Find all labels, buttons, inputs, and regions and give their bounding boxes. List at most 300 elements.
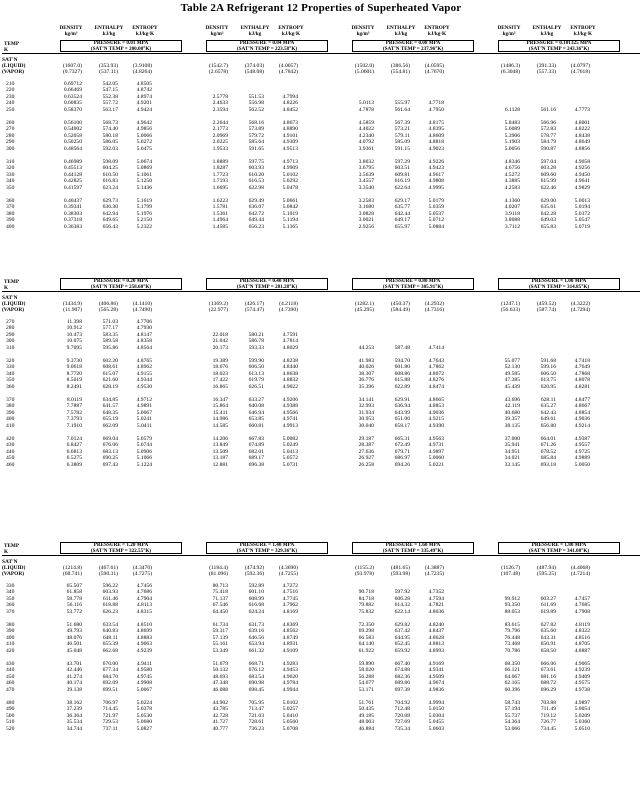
table-cell: 4.4022 [358,126,374,133]
table-cell: 669.04 [102,436,118,442]
temp-header: TEMP K [4,279,19,291]
table-cell: 4.0207 [504,204,520,211]
table-cell: 4.8887 [574,647,590,654]
table-cell: 4.7908 [574,608,590,615]
table-cell: 13.187 [212,455,228,462]
table-cell: 4.8765 [136,358,152,364]
table-cell: 10.912 [66,325,82,332]
table-cell: 676.12 [248,667,264,674]
table-cell: 4.9995 [428,184,444,191]
table-cell: 682.01 [248,448,264,455]
table-cell: 4.8322 [574,628,590,635]
table-cell: 42.119 [504,403,520,410]
table-cell: 580.21 [248,331,264,338]
table-cell: 4.9423 [428,165,444,172]
table-cell: 38.307 [358,370,374,377]
table-cell: 5.0209 [574,712,590,719]
table-cell: 4.9344 [136,377,152,384]
table-cell: 47.385 [504,377,520,384]
table-cell: 4.9215 [428,416,444,423]
satn-value: (557.33) [536,69,556,76]
table-cell: 71.137 [212,595,228,602]
table-cell: 667.40 [394,661,410,667]
pressure-box: PRESSURE = 1.80 MPA (SAT'N TEMP = 341.08°K) [498,542,620,554]
table-cell: 3.0021 [358,217,374,224]
table-cell: 648.35 [102,409,118,416]
table-cell: 5.1976 [136,210,152,217]
temp-cell: 350 [6,377,15,384]
table-cell: 613.75 [540,377,556,384]
table-cell: 4.5859 [358,120,374,126]
table-cell: 4.9530 [136,383,152,390]
table-cell: 615.88 [394,377,410,384]
table-cell: 4.8072 [428,370,444,377]
table-cell: 4.7594 [428,595,444,602]
table-cell: 4.2583 [504,184,520,191]
table-cell: 51.680 [66,622,82,628]
table-cell: 4.7352 [428,589,444,596]
table-cell: 5.0884 [428,223,444,230]
satn-value: (595.25) [536,571,556,578]
table-cell: 8.2491 [66,383,82,390]
table-cell: 580.18 [102,132,118,139]
table-cell: 61.858 [66,589,82,596]
table-cell: 652.45 [394,641,410,648]
table-cell: 627.82 [540,622,556,628]
table-cell: 5.0572 [282,455,298,462]
table-cell: 629.82 [394,622,410,628]
satn-value: (4.3887) [424,565,444,571]
temp-cell: 430 [6,442,15,449]
satn-value: (11.907) [63,307,82,314]
table-cell: 655.97 [394,223,410,230]
table-cell: 4.9226 [428,159,444,165]
table-cell: 563.17 [102,106,118,113]
satn-value: (1486.3) [500,63,520,69]
table-cell: 664.01 [540,436,556,442]
satn-value: (574.47) [244,307,264,314]
table-cell: 4.8505 [136,81,152,87]
table-cell: 4.8358 [136,338,152,345]
table-cell: 56.288 [358,673,374,680]
satn-value: (4.7316) [424,307,444,314]
table-cell: 577.17 [102,325,118,332]
table-cell: 9.3730 [66,358,82,364]
table-cell: 4.9341 [428,667,444,674]
table-cell: 4.9063 [136,641,152,648]
table-cell: 586.78 [248,338,264,345]
table-cell: 592.03 [102,145,118,152]
table-cell: 649.65 [102,217,118,224]
satn-value: (584.49) [390,307,410,314]
table-cell: 703.88 [540,700,556,706]
table-cell: 649.03 [540,217,556,224]
table-cell: 683.54 [248,673,264,680]
table-cell: 4.9563 [428,436,444,442]
table-cell: 50.435 [358,706,374,713]
table-cell: 67.546 [212,602,228,609]
table-cell: 5.0082 [282,436,298,442]
table-cell: 5.1194 [282,217,298,224]
table-cell: 54.677 [358,680,374,687]
table-cell: 4.7994 [282,93,298,100]
table-cell: 4.9713 [282,159,298,165]
table-cell: 5.1619 [136,198,152,204]
table-cell: 46.088 [212,686,228,693]
satn-value: (107.48) [500,571,520,578]
table-cell: 21.042 [212,338,228,345]
table-cell: 36.364 [66,712,82,719]
temp-cell: 280 [6,132,15,139]
pressure-box: PRESSURE = 1.40 MPA (SAT'N TEMP = 329.36°K) [206,542,328,554]
table-cell: 642.94 [102,210,118,217]
table-cell: 2.0969 [212,132,228,139]
table-cell: 4.7821 [428,602,444,609]
table-cell: 4.9065 [574,661,590,667]
table-cell: 603.28 [540,165,556,172]
satn-value: (1126.7) [501,565,520,571]
table-cell: 4.9913 [282,422,298,429]
table-cell: 5.0475 [136,145,152,152]
table-cell: 4.9745 [136,673,152,680]
table-cell: 585.09 [394,139,410,146]
density-header: DENSITY kg/m³ [59,25,83,37]
table-cell: 655.19 [102,416,118,423]
table-cell: 659.92 [394,647,410,654]
table-cell: 4.9169 [428,661,444,667]
table-cell: 635.61 [540,204,556,211]
table-cell: 3.9361 [358,145,374,152]
table-cell: 56.116 [66,602,82,609]
table-cell: 3.4557 [358,178,374,185]
table-cell: 4.9897 [428,448,444,455]
table-cell: 8.0119 [66,397,82,403]
table-cell: 61.922 [358,647,374,654]
table-cell: 53.171 [358,686,374,693]
table-cell: 4.8036 [428,608,444,615]
table-cell: 637.42 [394,628,410,635]
table-cell: 4.7686 [136,589,152,596]
table-cell: 80.713 [212,583,228,589]
table-cell: 608.61 [102,364,118,371]
table-cell: 594.70 [394,358,410,364]
table-cell: 45.048 [66,647,82,654]
table-cell: 3.8088 [504,217,520,224]
satn-value: (4.7255) [278,571,298,578]
table-cell: 639.16 [248,628,264,635]
table-cell: 90.718 [358,589,374,596]
table-cell: 642.72 [248,210,264,217]
table-cell: 6.3809 [66,461,82,468]
table-cell: 2.5778 [212,93,228,100]
table-cell: 3.5639 [358,171,374,178]
table-cell: 665.31 [394,436,410,442]
table-cell: 5.0221 [428,461,444,468]
table-cell: 641.57 [102,403,118,410]
satn-value: (3.9108) [132,63,152,69]
table-cell: 5.0050 [574,461,590,468]
table-cell: 547.15 [102,87,118,94]
table-cell: 5.0744 [136,442,152,449]
table-cell: 608.99 [248,595,264,602]
table-cell: 678.52 [540,448,556,455]
table-cell: 12.881 [212,461,228,468]
table-cell: 629.91 [394,397,410,403]
table-cell: 624.24 [248,608,264,615]
satn-value: (406.86) [98,301,118,307]
table-cell: 685.84 [540,455,556,462]
table-cell: 5.0603 [428,725,444,732]
table-cell: 649.61 [540,416,556,423]
table-cell: 6.5275 [66,455,82,462]
table-cell: 7.1910 [66,422,82,429]
table-cell: 721.03 [248,712,264,719]
table-cell: 646.94 [248,409,264,416]
table-cell: 573.89 [248,126,264,133]
table-cell: 603.27 [540,595,556,602]
table-cell: 4.7904 [136,595,152,602]
table-cell: 635.27 [540,403,556,410]
table-cell: 729.53 [102,719,118,726]
table-cell: 5.0560 [282,719,298,726]
table-cell: 5.1224 [136,461,152,468]
table-cell: 40.174 [66,680,82,687]
table-cell: 2.2644 [212,120,228,126]
table-cell: 636.07 [248,204,264,211]
table-cell: 58.743 [504,700,520,706]
table-cell: 5.1066 [136,455,152,462]
table-cell: 690.25 [102,455,118,462]
temp-cell: 400 [6,223,15,230]
table-cell: 4.9206 [282,397,298,403]
table-cell: 6.1128 [504,106,520,113]
table-cell: 4.8119 [574,622,590,628]
table-cell: 699.51 [102,686,118,693]
table-cell: 4.8276 [428,377,444,384]
table-cell: 585.64 [248,139,264,146]
table-cell: 653.94 [248,641,264,648]
temp-cell: 380 [6,403,15,410]
header-rule [2,291,640,292]
table-cell: 705.95 [248,700,264,706]
temp-cell: 440 [6,667,15,674]
table-cell: 13.509 [212,448,228,455]
table-cell: 666.06 [540,661,556,667]
table-cell: 619.89 [540,608,556,615]
table-cell: 608.86 [394,370,410,377]
table-cell: 0.48564 [63,145,82,152]
table-cell: 73.468 [504,641,520,648]
table-cell: 644.95 [394,634,410,641]
table-title: Table 2A Refrigerant 12 Properties of Superheated Vapor [180,2,462,14]
table-cell: 4.9239 [574,667,590,674]
table-cell: 561.64 [394,106,410,113]
table-cell: 18.023 [212,370,228,377]
temp-cell: 300 [6,145,15,152]
table-cell: 555.97 [394,100,410,107]
table-cell: 42.728 [212,712,228,719]
table-cell: 69.298 [358,628,374,635]
table-cell: 615.99 [540,178,556,185]
table-cell: 35.941 [504,442,520,449]
table-cell: 557.72 [102,100,118,107]
table-cell: 672.49 [394,442,410,449]
table-cell: 5.0241 [136,416,152,423]
satn-value: (4.2118) [279,301,298,307]
table-cell: 606.50 [248,364,264,371]
temp-cell: 390 [6,409,15,416]
satn-value: (45.295) [354,307,374,314]
table-cell: 43.785 [212,706,228,713]
table-cell: 734.45 [540,725,556,732]
table-cell: 4.9256 [574,165,590,172]
table-cell: 4.9424 [136,106,152,113]
table-cell: 4.8638 [282,370,298,377]
table-cell: 8.5019 [66,377,82,384]
table-cell: 4.8854 [574,409,590,416]
satn-value: (565.28) [98,307,118,314]
temp-cell: 410 [6,422,15,429]
temp-cell: 260 [6,120,15,126]
entropy-header: ENTROPY kJ/kg·K [132,25,158,37]
temp-cell: 440 [6,448,15,455]
table-cell: 5.0224 [136,700,152,706]
satn-label: SAT'N (LIQUID) (VAPOR) [2,295,26,314]
table-cell: 3.9118 [504,210,520,217]
satn-value: (459.52) [536,301,556,307]
table-cell: 556.98 [248,100,264,107]
table-cell: 4.8437 [428,628,444,635]
table-cell: 4.2340 [358,132,374,139]
table-cell: 614.32 [394,602,410,609]
table-cell: 1.8889 [212,159,228,165]
table-cell: 4.9808 [428,178,444,185]
table-cell: 633.54 [102,622,118,628]
table-cell: 5.1250 [136,178,152,185]
satn-value: (487.94) [536,565,556,571]
satn-value: (4.7214) [570,571,590,578]
table-cell: 4.8673 [282,120,298,126]
table-cell: 4.9829 [574,184,590,191]
satn-value: (1282.1) [354,301,374,307]
table-cell: 4.8147 [136,331,152,338]
table-cell: 4.8078 [574,377,590,384]
satn-value: (4.3690) [278,565,298,571]
satn-value: (4.7490) [132,307,152,314]
table-cell: 5.0067 [136,409,152,416]
pressure-box: PRESSURE = 1.00 MPA (SAT'N TEMP = 314.85°K) [498,278,620,290]
table-cell: 552.38 [102,93,118,100]
table-cell: 737.11 [102,725,118,732]
table-cell: 4.9994 [428,700,444,706]
table-cell: 3.3540 [358,184,374,191]
satn-value: (4.7275) [132,571,152,578]
satn-value: (592.36) [244,571,264,578]
table-cell: 628.11 [540,397,556,403]
table-cell: 567.39 [394,120,410,126]
table-cell: 4.9566 [282,409,298,416]
table-cell: 591.15 [394,145,410,152]
table-cell: 5.0842 [282,204,298,211]
table-cell: 622.98 [248,184,264,191]
satn-value: (4.0797) [570,63,590,69]
table-cell: 649.44 [248,217,264,224]
table-cell: 4.8477 [574,397,590,403]
table-cell: 5.0530 [136,712,152,719]
table-cell: 603.51 [394,165,410,172]
table-cell: 572.83 [540,126,556,133]
satn-value: (1247.1) [500,301,520,307]
table-cell: 689.17 [248,455,264,462]
table-cell: 5.0674 [136,159,152,165]
table-cell: 4.8175 [428,120,444,126]
satn-value: (467.61) [98,565,118,571]
table-cell: 22.018 [212,331,228,338]
table-cell: 579.72 [248,132,264,139]
table-cell: 6.8427 [66,442,82,449]
table-cell: 642.43 [540,409,556,416]
table-cell: 15.864 [212,403,228,410]
table-cell: 4.8705 [574,641,590,648]
table-cell: 684.70 [102,673,118,680]
table-cell: 4.9712 [136,397,152,403]
table-cell: 4.8931 [282,641,298,648]
table-cell: 619.79 [248,377,264,384]
table-cell: 0.42825 [63,178,82,185]
table-cell: 4.8749 [282,634,298,641]
table-cell: 61.734 [212,622,228,628]
table-cell: 55.077 [504,358,520,364]
temp-cell: 510 [6,719,15,726]
temp-cell: 470 [6,686,15,693]
table-cell: 2.0225 [212,139,228,146]
satn-value: (4.0595) [424,63,444,69]
table-cell: 5.0013 [574,198,590,204]
table-cell: 5.0869 [136,165,152,172]
table-cell: 5.0179 [428,198,444,204]
table-cell: 720.08 [394,712,410,719]
table-cell: 648.11 [102,634,118,641]
satn-value: (537.11) [99,69,118,76]
table-cell: 4.7418 [574,358,590,364]
table-cell: 4.8113 [136,602,152,609]
table-cell: 4.8474 [428,383,444,390]
table-cell: 2.3594 [212,106,228,113]
temp-cell: 210 [6,81,15,87]
table-cell: 623.24 [102,184,118,191]
table-cell: 3.2583 [358,198,374,204]
table-cell: 656.23 [248,223,264,230]
table-cell: 4.8564 [136,344,152,351]
enthalpy-header: ENTHALPY kJ/kg [532,25,562,37]
table-cell: 4.9642 [136,120,152,126]
temp-cell: 310 [6,159,15,165]
table-cell: 587.48 [394,344,410,351]
pressure-box: PRESSURE = 0.80 MPA (SAT'N TEMP = 305.91°K) [352,278,474,290]
table-cell: 4.9411 [136,661,152,667]
temp-cell: 340 [6,178,15,185]
table-cell: 583.35 [102,331,118,338]
table-cell: 4.8628 [428,634,444,641]
table-cell: 668.71 [248,661,264,667]
table-cell: 4.8667 [574,403,590,410]
table-cell: 75.832 [358,608,374,615]
table-cell: 66.121 [504,667,520,674]
table-cell: 4.9725 [574,448,590,455]
table-cell: 5.0411 [136,422,152,429]
table-cell: 586.05 [102,139,118,146]
table-cell: 60.396 [504,686,520,693]
